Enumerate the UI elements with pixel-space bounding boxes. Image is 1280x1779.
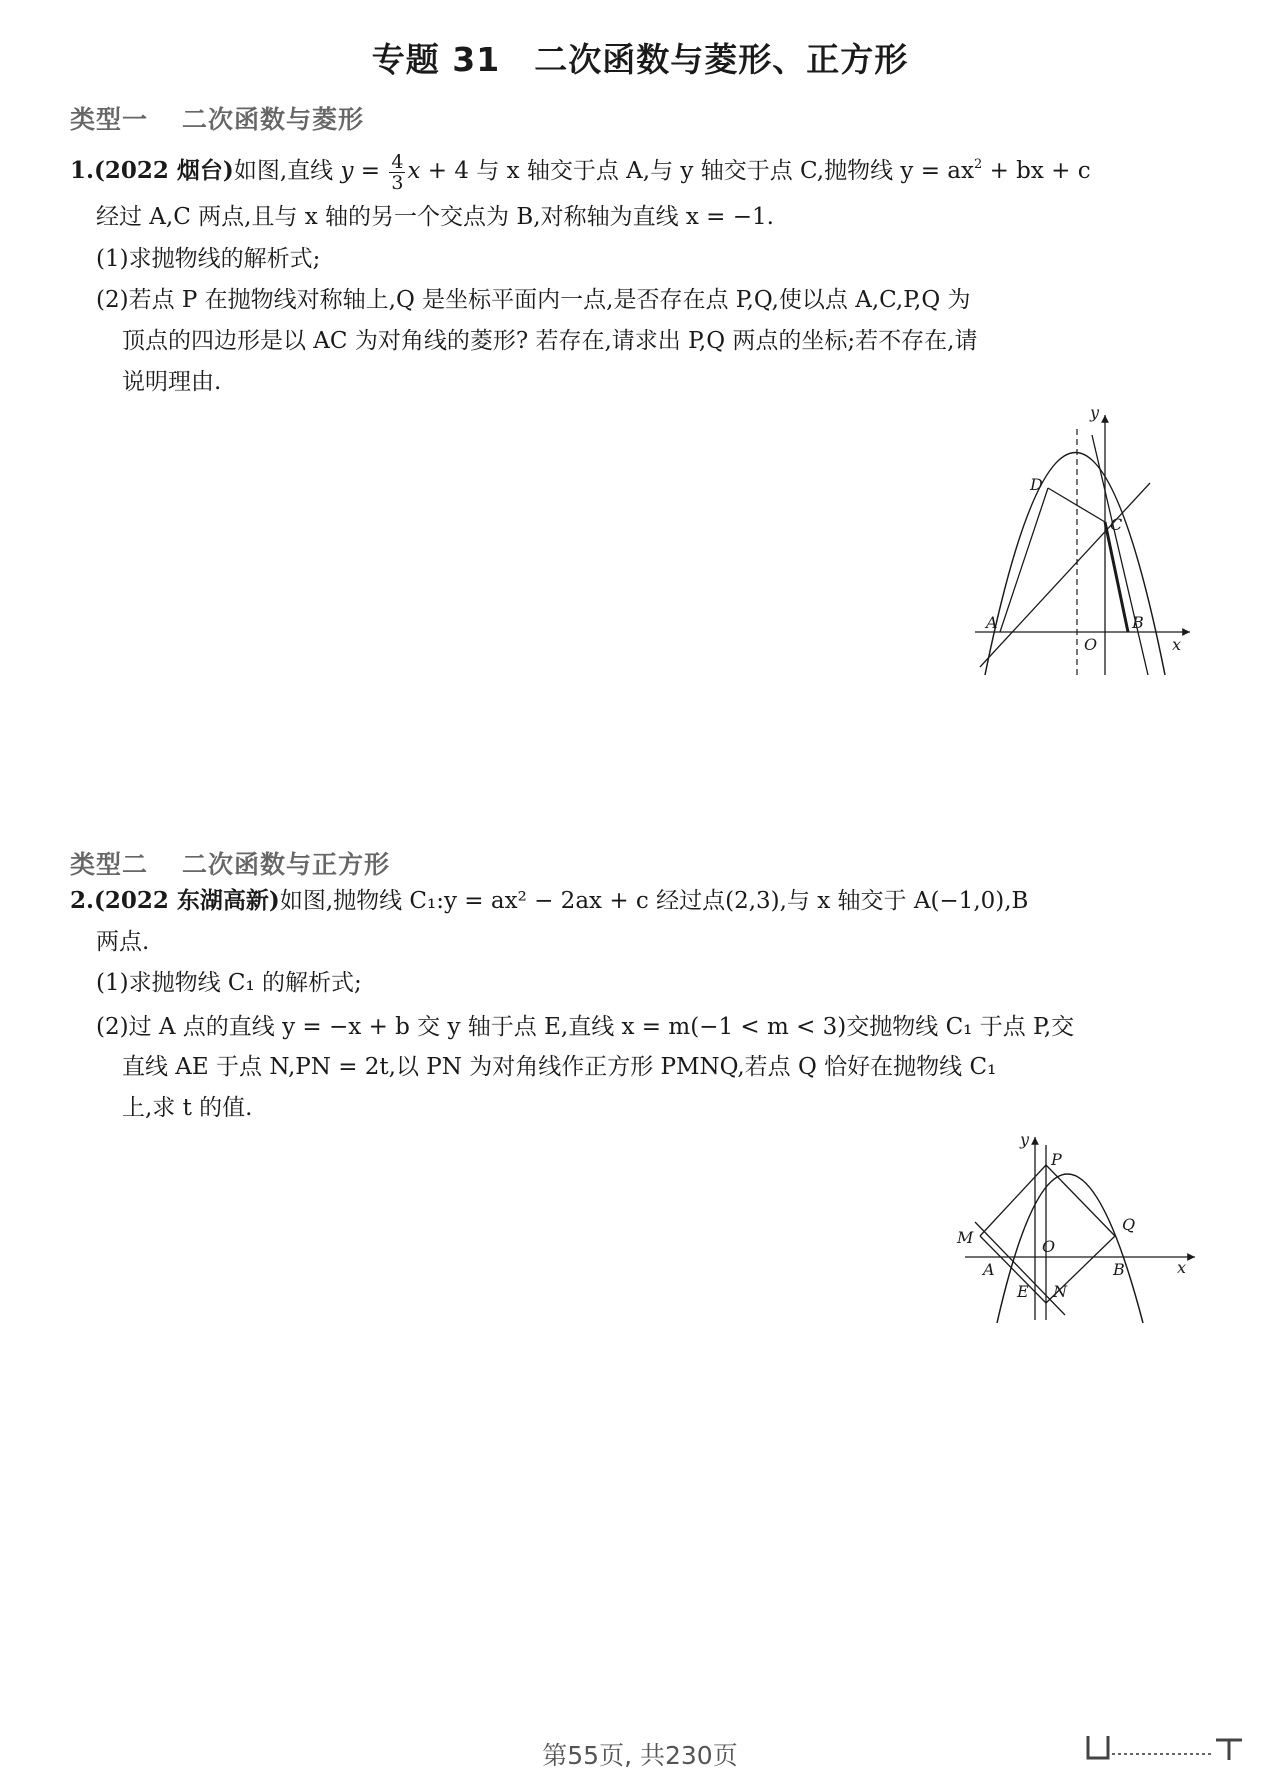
section-label: 类型二 (70, 850, 149, 879)
label-e: E (1017, 1282, 1029, 1301)
segment-ad (1000, 488, 1048, 632)
section-heading-rhombus (70, 100, 364, 136)
q2-line-2: 两点. (96, 929, 150, 955)
fraction-numerator: 4 (391, 150, 404, 173)
label-y: y (1090, 403, 1100, 422)
label-a: A (983, 1260, 995, 1279)
q1-part-2-line-1: (2)若点 P 在抛物线对称轴上,Q 是坐标平面内一点,是否存在点 P,Q,使以点 A,C,P,Q 为 (96, 287, 971, 313)
question-source: (2022 东湖高新) (94, 887, 280, 914)
page-counter: 第55页, 共230页 (542, 1741, 738, 1770)
page-title: 专题 31 二次函数与菱形、正方形 (371, 40, 909, 79)
line-bc (1092, 435, 1148, 675)
q2-part-1: (1)求抛物线 C₁ 的解析式; (96, 970, 362, 996)
q2-text-a: 如图,抛物线 C₁:y = ax² − 2ax + c 经过点(2,3),与 x 轴交于 A(−1,0),B (279, 888, 1029, 914)
question-number: 1. (70, 157, 95, 184)
page-nav-icons[interactable] (1082, 1728, 1252, 1768)
label-b: B (1113, 1260, 1125, 1279)
label-c: C (1110, 515, 1123, 534)
label-o: O (1084, 635, 1098, 654)
q1-part-2-line-3: 说明理由. (122, 369, 222, 395)
label-x: x (1177, 1258, 1187, 1277)
label-n: N (1053, 1282, 1067, 1301)
q2-figure (955, 1125, 1200, 1325)
q2-part-2-line-2: 直线 AE 于点 N,PN = 2t,以 PN 为对角线作正方形 PMNQ,若点 Q 恰好在抛物线 C₁ (122, 1054, 997, 1080)
q1-line-2: 经过 A,C 两点,且与 x 轴的另一个交点为 B,对称轴为直线 x = −1. (96, 204, 774, 230)
label-d: D (1030, 475, 1043, 494)
fraction (389, 152, 405, 193)
q2-part-2-line-1: (2)过 A 点的直线 y = −x + b 交 y 轴于点 E,直线 x = m(−1 < m < 3)交抛物线 C₁ 于点 P,交 (96, 1014, 1075, 1040)
label-o: O (1042, 1237, 1056, 1256)
q1-part-1: (1)求抛物线的解析式; (96, 246, 321, 272)
q1-line-1: 1.(2022 烟台)如图,直线 y = $\frac{4}{3}$ x + 4 与 x 轴交于点 A,与 y 轴交于点 C,抛物线 $y = ax^2$ + bx + c (70, 150, 1091, 194)
section-name: 二次函数与正方形 (182, 850, 391, 879)
label-x: x (1172, 635, 1182, 654)
q1-text-a: 如图,直线 (233, 158, 341, 184)
q2-line-1 (70, 886, 1028, 916)
label-p: P (1051, 1150, 1062, 1169)
label-m: M (957, 1228, 974, 1247)
q1-figure (960, 400, 1200, 680)
fraction-denominator: 3 (391, 171, 404, 194)
q1-text-c: + bx + c (982, 158, 1091, 184)
question-source: (2022 烟台) (94, 157, 234, 184)
section-label: 类型一 (70, 105, 149, 134)
segment-mp (980, 1165, 1046, 1236)
question-number: 2. (70, 887, 95, 914)
section-heading-square (70, 845, 390, 881)
label-b: B (1132, 613, 1144, 632)
q1-text-b: 与 x 轴交于点 A,与 y 轴交于点 C,抛物线 y = ax (476, 158, 974, 184)
q2-part-2-line-3: 上,求 t 的值. (122, 1095, 253, 1121)
label-a: A (986, 613, 998, 632)
q1-part-2-line-2: 顶点的四边形是以 AC 为对角线的菱形? 若存在,请求出 P,Q 两点的坐标;若不存在,请 (122, 328, 978, 354)
segment-pq (1046, 1165, 1115, 1236)
section-name: 二次函数与菱形 (182, 105, 365, 134)
label-q: Q (1122, 1215, 1136, 1234)
label-y: y (1020, 1130, 1030, 1149)
